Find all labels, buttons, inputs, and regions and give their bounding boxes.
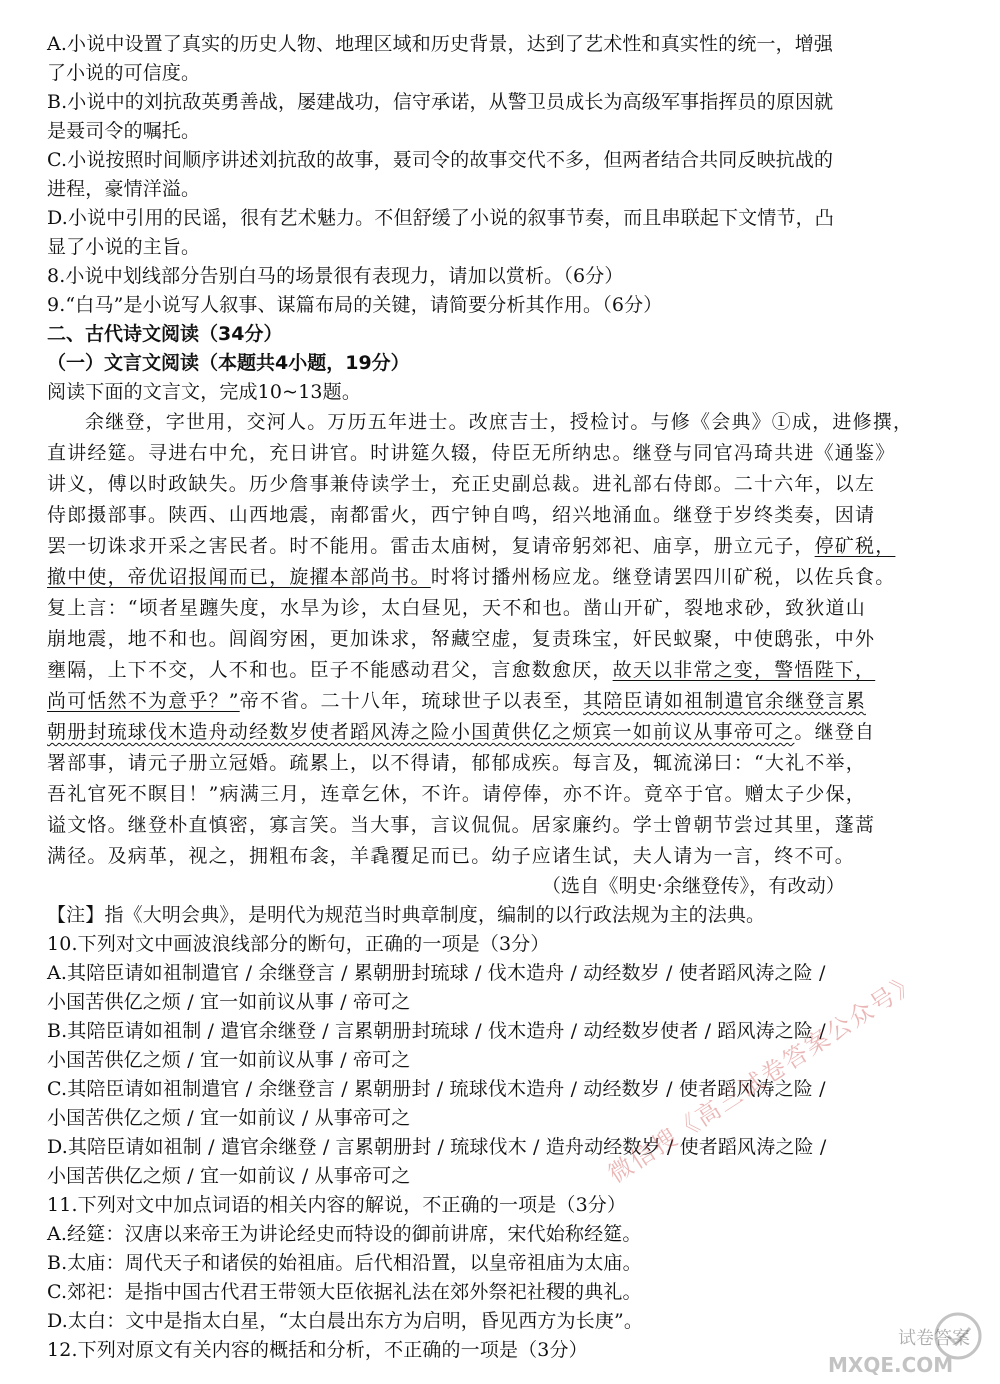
subsection-1-title: （一）文言文阅读（本题共4小题，19分）: [47, 352, 410, 374]
q7-option-b-line2: 是聂司令的嘱托。: [47, 120, 201, 142]
question-11-stem: 11.下列对文中加点词语的相关内容的解说，不正确的一项是（3分）: [47, 1194, 627, 1216]
q10-option-b-line1: B.其陪臣请如祖制 / 遣官余继登 / 言累朝册封琉球 / 伐木造舟 / 动经数岁使者 / 蹈风涛之险 /: [47, 1020, 826, 1042]
passage-line: 崩地震，地不和也。闾阎穷困，更加诛求，帑藏空虚，复责珠宝，奸民蚁聚，中使鸱张，中外: [47, 628, 876, 650]
passage-line: 复上言：“顷者星躔失度，水旱为诊，太白昼见，天不和也。凿山开矿，裂地求砂，致狄道山: [47, 597, 866, 619]
underlined-sentence: 停矿税，: [814, 535, 896, 557]
underlined-sentence: 尚可恬然不为意乎？”: [47, 690, 240, 712]
passage-text: 。继登自: [794, 721, 876, 743]
passage-line: [47, 531, 965, 562]
question-12-stem: 12.下列对原文有关内容的概括和分析，不正确的一项是（3分）: [47, 1339, 588, 1361]
q10-option-c-line1: C.其陪臣请如祖制遣官 / 余继登言 / 累朝册封 / 琉球伐木造舟 / 动经数岁 / 使者蹈风涛之险 /: [47, 1078, 826, 1100]
passage-source: （选自《明史·余继登传》，有改动）: [541, 875, 845, 897]
passage-line: 满径。及病革，视之，拥粗布衾，羊毳覆足而已。幼子应诸生试，夫人请为一言，终不可。: [47, 845, 856, 867]
classical-passage: [47, 407, 965, 872]
q11-option-a: A.经筵：汉唐以来帝王为讲论经史而特设的御前讲席，宋代始称经筵。: [47, 1223, 642, 1245]
q7-option-c-line1: C.小说按照时间顺序讲述刘抗敌的故事，聂司令的故事交代不多，但两者结合共同反映抗战的: [47, 149, 834, 171]
q10-option-d-line1: D.其陪臣请如祖制 / 遣官余继登 / 言累朝册封 / 琉球伐木 / 造舟动经数岁 / 使者蹈风涛之险 /: [47, 1136, 827, 1158]
question-8: 8.小说中划线部分告别白马的场景很有表现力，请加以赏析。（6分）: [47, 265, 624, 287]
passage-line: 侍郎摄部事。陕西、山西地震，南都雷火，西宁钟自鸣，绍兴地涌血。继登于岁终类奏，因请: [47, 504, 876, 526]
underlined-sentence: 撤中使，帝优诏报闻而已，旋擢本部尚书。: [47, 566, 431, 588]
q10-option-c-line2: 小国苦供亿之烦 / 宜一如前议 / 从事帝可之: [47, 1107, 411, 1129]
question-10-stem: 10.下列对文中画波浪线部分的断句，正确的一项是（3分）: [47, 933, 550, 955]
passage-line: 吾礼官死不瞑目！”病满三月，连章乞休，不许。请停俸，亦不许。竟卒于官。赠太子少保，: [47, 783, 866, 805]
q7-option-c-line2: 进程，豪情洋溢。: [47, 178, 201, 200]
logo-text: 试卷答案: [898, 1328, 970, 1349]
passage-text: 帝不省。二十八年，琉球世子以表至，: [239, 690, 584, 712]
exam-page: [47, 30, 965, 1365]
q7-option-b-line1: B.小说中的刘抗敌英勇善战，屡建战功，信守承诺，从警卫员成长为高级军事指挥员的原因就: [47, 91, 834, 113]
passage-line: [47, 562, 965, 593]
q7-option-a-line1: A.小说中设置了真实的历史人物、地理区域和历史背景，达到了艺术性和真实性的统一，增强: [47, 33, 834, 55]
q7-option-d-line2: 显了小说的主旨。: [47, 236, 201, 258]
logo-site-text: MXQE.COM: [828, 1353, 954, 1377]
passage-line: [47, 655, 965, 686]
passage-line: [47, 717, 965, 748]
passage-line: [47, 686, 965, 717]
q10-option-a-line2: 小国苦供亿之烦 / 宜一如前议从事 / 帝可之: [47, 991, 411, 1013]
passage-line: 余继登，字世用，交河人。万历五年进士。改庶吉士，授检讨。与修《会典》①成，进修撰，: [85, 411, 914, 433]
passage-line: 讲义，傅以时政缺失。历少詹事兼侍读学士，充正史副总裁。进礼部右侍郎。二十六年，以左: [47, 473, 876, 495]
q10-option-a-line1: A.其陪臣请如祖制遣官 / 余继登言 / 累朝册封琉球 / 伐木造舟 / 动经数岁 / 使者蹈风涛之险 /: [47, 962, 826, 984]
q11-option-c: C.郊祀：是指中国古代君王带领大臣依据礼法在郊外祭祀社稷的典礼。: [47, 1281, 642, 1303]
passage-text: 壅隔，上下不交，人不和也。臣子不能感动君父，言愈数愈厌，: [47, 659, 613, 681]
q10-option-b-line2: 小国苦供亿之烦 / 宜一如前议从事 / 帝可之: [47, 1049, 411, 1071]
q11-option-b: B.太庙：周代天子和诸侯的始祖庙。后代相沿置，以皇帝祖庙为太庙。: [47, 1252, 642, 1274]
passage-line: 署部事，请元子册立冠婚。疏累上，以不得请，郁郁成疾。每言及，辄流涕曰：“大礼不举，: [47, 752, 866, 774]
section-2-title: 二、古代诗文阅读（34分）: [47, 323, 283, 345]
q7-option-a-line2: 了小说的可信度。: [47, 62, 201, 84]
q10-option-d-line2: 小国苦供亿之烦 / 宜一如前议 / 从事帝可之: [47, 1165, 411, 1187]
reading-instruction: 阅读下面的文言文，完成10~13题。: [47, 381, 361, 403]
underlined-sentence: 故天以非常之变，警悟陛下，: [612, 659, 876, 681]
q11-option-d: D.太白：文中是指太白星，“太白晨出东方为启明，昏见西方为长庚”。: [47, 1310, 643, 1332]
watermark-text: 微信搜《高三试卷答案公众号》: [603, 966, 924, 1189]
question-9: 9.“白马”是小说写人叙事、谋篇布局的关键，请简要分析其作用。（6分）: [47, 294, 663, 316]
footnote: 【注】指《大明会典》，是明代为规范当时典章制度，编制的以行政法规为主的法典。: [47, 904, 766, 926]
passage-text: 罢一切诛求开采之害民者。时不能用。雷击太庙树，复请帝躬郊祀、庙享，册立元子，: [47, 535, 815, 557]
passage-line: 谥文恪。继登朴直慎密，寡言笑。当大事，言议侃侃。居家廉约。学士曾朝节尝过其里，蓬蒿: [47, 814, 876, 836]
passage-line: 直讲经筵。寻进右中允，充日讲官。时讲筵久辍，侍臣无所纳忠。继登与同官冯琦共进《通鉴》: [47, 442, 896, 464]
wavy-underlined-sentence: 朝册封琉球伐木造舟动经数岁使者蹈风涛之险小国黄供亿之烦宾一如前议从事帝可之: [47, 721, 795, 743]
wavy-underlined-sentence: 其陪臣请如祖制遣官余继登言累: [583, 690, 866, 712]
q7-option-d-line1: D.小说中引用的民谣，很有艺术魅力。不但舒缓了小说的叙事节奏，而且串联起下文情节，凸: [47, 207, 834, 229]
passage-text: 时将讨播州杨应龙。继登请罢四川矿税，以佐兵食。: [430, 566, 896, 588]
